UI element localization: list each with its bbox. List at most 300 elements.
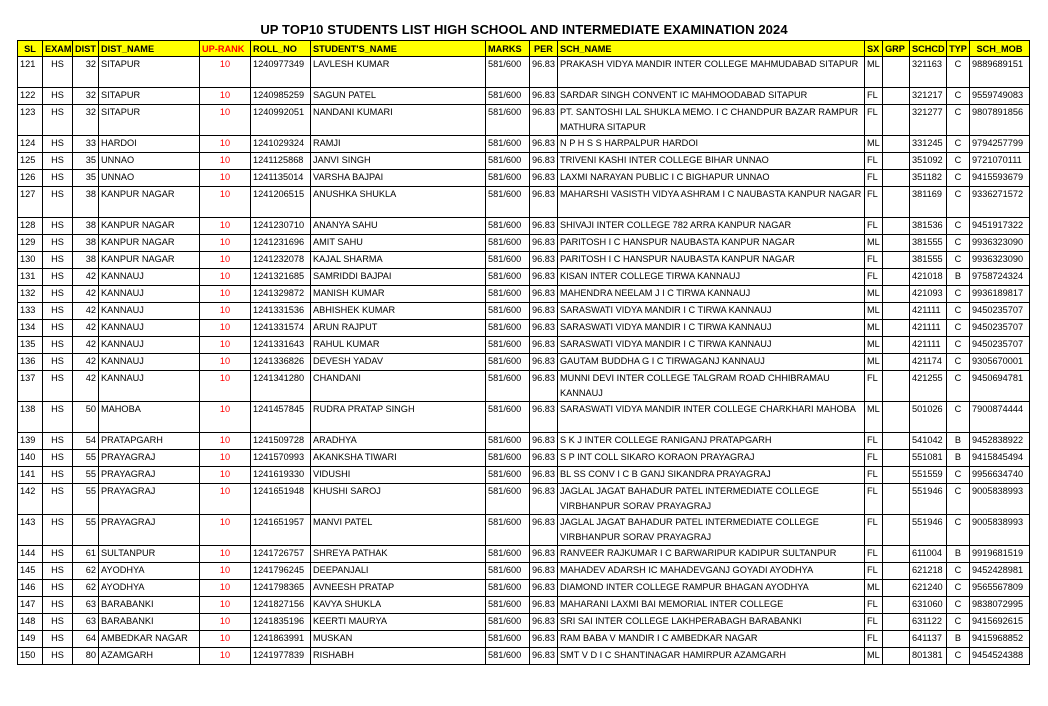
cell-up-rank: 10	[200, 153, 251, 170]
cell-sl: 126	[18, 170, 43, 187]
cell-sch-name: TRIVENI KASHI INTER COLLEGE BIHAR UNNAO	[558, 153, 865, 170]
cell-sx: ML	[865, 354, 883, 371]
cell-typ: B	[947, 450, 970, 467]
cell-up-rank: 10	[200, 337, 251, 354]
cell-marks: 581/600	[486, 597, 530, 614]
cell-grp	[883, 153, 910, 170]
header-dist: DIST	[73, 41, 99, 57]
table-row	[18, 515, 1030, 546]
cell-grp	[883, 218, 910, 235]
cell-student-name: ARUN RAJPUT	[311, 320, 486, 337]
table-row	[18, 286, 1030, 303]
cell-grp	[883, 648, 910, 665]
cell-sx: FL	[865, 88, 883, 105]
cell-exam: HS	[43, 88, 73, 105]
cell-sch-name: BL SS CONV I C B GANJ SIKANDRA PRAYAGRAJ	[558, 467, 865, 484]
cell-up-rank: 10	[200, 320, 251, 337]
cell-sch-name: MAHARSHI VASISTH VIDYA ASHRAM I C NAUBASTA KANPUR NAGAR	[558, 187, 865, 218]
cell-per: 96.83	[530, 614, 558, 631]
cell-up-rank: 10	[200, 286, 251, 303]
cell-sx: ML	[865, 286, 883, 303]
cell-typ: C	[947, 57, 970, 88]
cell-student-name: SHREYA PATHAK	[311, 546, 486, 563]
cell-per: 96.83	[530, 57, 558, 88]
cell-up-rank: 10	[200, 252, 251, 269]
cell-roll-no: 1241726757	[251, 546, 311, 563]
cell-exam: HS	[43, 235, 73, 252]
cell-roll-no: 1241509728	[251, 433, 311, 450]
cell-dist-name: UNNAO	[99, 153, 200, 170]
cell-sch-name: KISAN INTER COLLEGE TIRWA KANNAUJ	[558, 269, 865, 286]
cell-exam: HS	[43, 354, 73, 371]
cell-sl: 139	[18, 433, 43, 450]
cell-dist-name: KANPUR NAGAR	[99, 218, 200, 235]
cell-dist-name: SITAPUR	[99, 57, 200, 88]
cell-sch-mob: 9415968852	[970, 631, 1030, 648]
cell-grp	[883, 546, 910, 563]
cell-sch-mob: 9889689151	[970, 57, 1030, 88]
cell-roll-no: 1241029324	[251, 136, 311, 153]
cell-up-rank: 10	[200, 614, 251, 631]
cell-sl: 142	[18, 484, 43, 515]
cell-sch-mob: 9415593679	[970, 170, 1030, 187]
cell-per: 96.83	[530, 484, 558, 515]
cell-typ: C	[947, 320, 970, 337]
cell-sch-name: SMT V D I C SHANTINAGAR HAMIRPUR AZAMGARH	[558, 648, 865, 665]
cell-grp	[883, 515, 910, 546]
cell-dist: 55	[73, 515, 99, 546]
cell-sx: FL	[865, 187, 883, 218]
cell-schcd: 541042	[910, 433, 947, 450]
cell-grp	[883, 467, 910, 484]
cell-sx: FL	[865, 467, 883, 484]
cell-student-name: DEEPANJALI	[311, 563, 486, 580]
cell-per: 96.83	[530, 136, 558, 153]
cell-sx: ML	[865, 580, 883, 597]
cell-schcd: 381169	[910, 187, 947, 218]
cell-dist: 38	[73, 235, 99, 252]
cell-per: 96.83	[530, 105, 558, 136]
cell-typ: C	[947, 218, 970, 235]
cell-roll-no: 1241331643	[251, 337, 311, 354]
cell-sch-mob: 9936189817	[970, 286, 1030, 303]
cell-schcd: 421174	[910, 354, 947, 371]
cell-per: 96.83	[530, 88, 558, 105]
cell-dist: 33	[73, 136, 99, 153]
cell-per: 96.83	[530, 235, 558, 252]
cell-sch-name: SRI SAI INTER COLLEGE LAKHPERABAGH BARABANKI	[558, 614, 865, 631]
cell-roll-no: 1241230710	[251, 218, 311, 235]
cell-dist: 38	[73, 218, 99, 235]
cell-dist: 32	[73, 57, 99, 88]
table-row	[18, 563, 1030, 580]
cell-up-rank: 10	[200, 187, 251, 218]
cell-sl: 145	[18, 563, 43, 580]
cell-sch-mob: 9452428981	[970, 563, 1030, 580]
cell-grp	[883, 269, 910, 286]
cell-roll-no: 1241619330	[251, 467, 311, 484]
cell-exam: HS	[43, 402, 73, 433]
cell-sx: ML	[865, 320, 883, 337]
cell-sch-mob: 9450694781	[970, 371, 1030, 402]
table-row	[18, 105, 1030, 136]
cell-marks: 581/600	[486, 515, 530, 546]
header-schcd: SCHCD	[910, 41, 947, 57]
cell-grp	[883, 433, 910, 450]
table-row	[18, 269, 1030, 286]
cell-sl: 129	[18, 235, 43, 252]
page-title: UP TOP10 STUDENTS LIST HIGH SCHOOL AND INTERMEDIATE EXAMINATION 2024	[260, 22, 788, 37]
cell-exam: HS	[43, 303, 73, 320]
cell-dist: 62	[73, 580, 99, 597]
header-student-name: STUDENT'S_NAME	[311, 41, 486, 57]
cell-student-name: MANVI PATEL	[311, 515, 486, 546]
cell-up-rank: 10	[200, 402, 251, 433]
header-roll-no: ROLL_NO	[251, 41, 311, 57]
cell-per: 96.83	[530, 170, 558, 187]
cell-student-name: ABHISHEK KUMAR	[311, 303, 486, 320]
cell-typ: C	[947, 580, 970, 597]
cell-dist: 42	[73, 337, 99, 354]
cell-roll-no: 1240985259	[251, 88, 311, 105]
cell-sx: ML	[865, 235, 883, 252]
cell-marks: 581/600	[486, 57, 530, 88]
cell-schcd: 551559	[910, 467, 947, 484]
table-row	[18, 450, 1030, 467]
header-sch-name: SCH_NAME	[558, 41, 865, 57]
cell-per: 96.83	[530, 303, 558, 320]
cell-student-name: MANISH KUMAR	[311, 286, 486, 303]
cell-student-name: MUSKAN	[311, 631, 486, 648]
table-row	[18, 136, 1030, 153]
cell-marks: 581/600	[486, 614, 530, 631]
cell-sch-name: MUNNI DEVI INTER COLLEGE TALGRAM ROAD CHHIBRAMAU KANNAUJ	[558, 371, 865, 402]
cell-exam: HS	[43, 484, 73, 515]
cell-sch-mob: 9005838993	[970, 484, 1030, 515]
cell-up-rank: 10	[200, 450, 251, 467]
cell-sx: ML	[865, 402, 883, 433]
cell-sl: 138	[18, 402, 43, 433]
cell-dist: 63	[73, 614, 99, 631]
cell-marks: 581/600	[486, 337, 530, 354]
cell-sch-mob: 9794257799	[970, 136, 1030, 153]
cell-per: 96.83	[530, 354, 558, 371]
cell-exam: HS	[43, 597, 73, 614]
cell-grp	[883, 484, 910, 515]
cell-schcd: 551946	[910, 484, 947, 515]
cell-sch-name: MAHARANI LAXMI BAI MEMORIAL INTER COLLEGE	[558, 597, 865, 614]
cell-grp	[883, 631, 910, 648]
cell-up-rank: 10	[200, 484, 251, 515]
cell-sch-mob: 7900874444	[970, 402, 1030, 433]
cell-dist: 64	[73, 631, 99, 648]
cell-sch-name: SARASWATI VIDYA MANDIR I C TIRWA KANNAUJ	[558, 303, 865, 320]
cell-roll-no: 1241835196	[251, 614, 311, 631]
cell-marks: 581/600	[486, 286, 530, 303]
cell-grp	[883, 320, 910, 337]
cell-grp	[883, 337, 910, 354]
cell-exam: HS	[43, 286, 73, 303]
cell-sl: 148	[18, 614, 43, 631]
cell-sch-name: RANVEER RAJKUMAR I C BARWARIPUR KADIPUR SULTANPUR	[558, 546, 865, 563]
cell-sch-name: DIAMOND INTER COLLEGE RAMPUR BHAGAN AYODHYA	[558, 580, 865, 597]
cell-sch-mob: 9415845494	[970, 450, 1030, 467]
cell-typ: C	[947, 597, 970, 614]
cell-student-name: JANVI SINGH	[311, 153, 486, 170]
cell-up-rank: 10	[200, 433, 251, 450]
cell-typ: C	[947, 402, 970, 433]
cell-sx: FL	[865, 218, 883, 235]
table-row	[18, 484, 1030, 515]
cell-sl: 124	[18, 136, 43, 153]
header-dist-name: DIST_NAME	[99, 41, 200, 57]
cell-per: 96.83	[530, 269, 558, 286]
cell-dist: 42	[73, 371, 99, 402]
cell-marks: 581/600	[486, 269, 530, 286]
cell-student-name: RAHUL KUMAR	[311, 337, 486, 354]
cell-schcd: 421111	[910, 337, 947, 354]
cell-student-name: NANDANI KUMARI	[311, 105, 486, 136]
cell-student-name: RISHABH	[311, 648, 486, 665]
cell-per: 96.83	[530, 546, 558, 563]
cell-dist: 80	[73, 648, 99, 665]
cell-roll-no: 1241798365	[251, 580, 311, 597]
cell-exam: HS	[43, 614, 73, 631]
cell-roll-no: 1241827156	[251, 597, 311, 614]
table-row	[18, 88, 1030, 105]
table-row	[18, 546, 1030, 563]
cell-grp	[883, 57, 910, 88]
cell-student-name: SAGUN PATEL	[311, 88, 486, 105]
cell-sl: 128	[18, 218, 43, 235]
cell-marks: 581/600	[486, 546, 530, 563]
cell-per: 96.83	[530, 433, 558, 450]
cell-sx: ML	[865, 57, 883, 88]
table-row	[18, 354, 1030, 371]
cell-sx: FL	[865, 597, 883, 614]
cell-schcd: 801381	[910, 648, 947, 665]
cell-up-rank: 10	[200, 269, 251, 286]
cell-grp	[883, 580, 910, 597]
cell-grp	[883, 170, 910, 187]
cell-marks: 581/600	[486, 170, 530, 187]
cell-sx: FL	[865, 105, 883, 136]
cell-sx: FL	[865, 515, 883, 546]
cell-exam: HS	[43, 252, 73, 269]
cell-per: 96.83	[530, 402, 558, 433]
header-per: PER	[530, 41, 558, 57]
table-row	[18, 433, 1030, 450]
cell-sl: 122	[18, 88, 43, 105]
cell-schcd: 331245	[910, 136, 947, 153]
cell-up-rank: 10	[200, 563, 251, 580]
cell-sx: ML	[865, 303, 883, 320]
cell-dist-name: AMBEDKAR NAGAR	[99, 631, 200, 648]
cell-sx: FL	[865, 170, 883, 187]
cell-up-rank: 10	[200, 235, 251, 252]
cell-roll-no: 1241321685	[251, 269, 311, 286]
cell-sl: 130	[18, 252, 43, 269]
cell-dist-name: AZAMGARH	[99, 648, 200, 665]
cell-dist-name: AYODHYA	[99, 563, 200, 580]
cell-student-name: DEVESH YADAV	[311, 354, 486, 371]
cell-per: 96.83	[530, 286, 558, 303]
cell-sl: 133	[18, 303, 43, 320]
cell-roll-no: 1241341280	[251, 371, 311, 402]
cell-sch-mob: 9336271572	[970, 187, 1030, 218]
cell-typ: C	[947, 303, 970, 320]
cell-exam: HS	[43, 320, 73, 337]
cell-exam: HS	[43, 170, 73, 187]
cell-roll-no: 1241329872	[251, 286, 311, 303]
cell-typ: C	[947, 563, 970, 580]
cell-exam: HS	[43, 57, 73, 88]
cell-roll-no: 1241651948	[251, 484, 311, 515]
cell-sch-mob: 9454524388	[970, 648, 1030, 665]
cell-dist: 38	[73, 252, 99, 269]
cell-grp	[883, 105, 910, 136]
cell-schcd: 621240	[910, 580, 947, 597]
cell-sx: FL	[865, 269, 883, 286]
cell-student-name: RAMJI	[311, 136, 486, 153]
cell-sch-name: GAUTAM BUDDHA G I C TIRWAGANJ KANNAUJ	[558, 354, 865, 371]
cell-roll-no: 1241135014	[251, 170, 311, 187]
cell-dist-name: KANNAUJ	[99, 303, 200, 320]
cell-schcd: 421018	[910, 269, 947, 286]
cell-dist-name: PRAYAGRAJ	[99, 467, 200, 484]
cell-dist: 42	[73, 354, 99, 371]
cell-dist: 42	[73, 286, 99, 303]
cell-sch-mob: 9305670001	[970, 354, 1030, 371]
table-row	[18, 320, 1030, 337]
cell-student-name: AMIT SAHU	[311, 235, 486, 252]
header-exam: EXAM	[43, 41, 73, 57]
cell-dist: 62	[73, 563, 99, 580]
cell-exam: HS	[43, 218, 73, 235]
cell-sl: 150	[18, 648, 43, 665]
cell-sch-mob: 9919681519	[970, 546, 1030, 563]
cell-dist: 50	[73, 402, 99, 433]
cell-up-rank: 10	[200, 597, 251, 614]
cell-sl: 144	[18, 546, 43, 563]
cell-exam: HS	[43, 269, 73, 286]
cell-up-rank: 10	[200, 515, 251, 546]
cell-typ: B	[947, 433, 970, 450]
cell-marks: 581/600	[486, 136, 530, 153]
header-grp: GRP	[883, 41, 910, 57]
cell-exam: HS	[43, 105, 73, 136]
cell-marks: 581/600	[486, 433, 530, 450]
cell-typ: C	[947, 648, 970, 665]
cell-dist-name: PRATAPGARH	[99, 433, 200, 450]
cell-dist: 32	[73, 88, 99, 105]
cell-per: 96.83	[530, 153, 558, 170]
cell-exam: HS	[43, 433, 73, 450]
cell-student-name: AVNEESH PRATAP	[311, 580, 486, 597]
cell-grp	[883, 303, 910, 320]
cell-sx: FL	[865, 563, 883, 580]
cell-sx: FL	[865, 371, 883, 402]
cell-exam: HS	[43, 631, 73, 648]
cell-exam: HS	[43, 371, 73, 402]
cell-dist-name: PRAYAGRAJ	[99, 484, 200, 515]
cell-dist-name: SULTANPUR	[99, 546, 200, 563]
cell-exam: HS	[43, 515, 73, 546]
cell-student-name: ANANYA SAHU	[311, 218, 486, 235]
table-row	[18, 371, 1030, 402]
cell-schcd: 551081	[910, 450, 947, 467]
cell-sx: ML	[865, 136, 883, 153]
cell-per: 96.83	[530, 252, 558, 269]
cell-dist-name: AYODHYA	[99, 580, 200, 597]
cell-schcd: 501026	[910, 402, 947, 433]
cell-dist-name: KANPUR NAGAR	[99, 187, 200, 218]
cell-student-name: KHUSHI SAROJ	[311, 484, 486, 515]
cell-roll-no: 1241231696	[251, 235, 311, 252]
header-sx: SX	[865, 41, 883, 57]
cell-dist: 42	[73, 303, 99, 320]
cell-sch-mob: 9721070111	[970, 153, 1030, 170]
cell-exam: HS	[43, 136, 73, 153]
cell-typ: C	[947, 614, 970, 631]
cell-exam: HS	[43, 337, 73, 354]
cell-typ: B	[947, 546, 970, 563]
cell-marks: 581/600	[486, 631, 530, 648]
cell-sch-mob: 9838072995	[970, 597, 1030, 614]
cell-marks: 581/600	[486, 648, 530, 665]
cell-sch-mob: 9559749083	[970, 88, 1030, 105]
cell-grp	[883, 450, 910, 467]
cell-up-rank: 10	[200, 136, 251, 153]
cell-per: 96.83	[530, 320, 558, 337]
table-row	[18, 252, 1030, 269]
cell-roll-no: 1241331574	[251, 320, 311, 337]
cell-marks: 581/600	[486, 218, 530, 235]
cell-marks: 581/600	[486, 354, 530, 371]
cell-marks: 581/600	[486, 153, 530, 170]
cell-sl: 131	[18, 269, 43, 286]
cell-dist-name: KANNAUJ	[99, 286, 200, 303]
cell-grp	[883, 354, 910, 371]
cell-typ: C	[947, 170, 970, 187]
table-row	[18, 218, 1030, 235]
cell-dist-name: SITAPUR	[99, 88, 200, 105]
cell-dist-name: MAHOBA	[99, 402, 200, 433]
cell-roll-no: 1241651957	[251, 515, 311, 546]
header-row	[18, 41, 1030, 57]
cell-schcd: 611004	[910, 546, 947, 563]
cell-marks: 581/600	[486, 371, 530, 402]
cell-sch-name: SARASWATI VIDYA MANDIR I C TIRWA KANNAUJ	[558, 337, 865, 354]
table-row	[18, 170, 1030, 187]
cell-typ: C	[947, 337, 970, 354]
cell-sch-name: PRAKASH VIDYA MANDIR INTER COLLEGE MAHMUDABAD SITAPUR	[558, 57, 865, 88]
cell-dist-name: KANNAUJ	[99, 269, 200, 286]
cell-dist: 55	[73, 484, 99, 515]
cell-sl: 149	[18, 631, 43, 648]
cell-roll-no: 1240977349	[251, 57, 311, 88]
cell-up-rank: 10	[200, 371, 251, 402]
cell-roll-no: 1241206515	[251, 187, 311, 218]
cell-sch-name: S K J INTER COLLEGE RANIGANJ PRATAPGARH	[558, 433, 865, 450]
cell-sx: ML	[865, 337, 883, 354]
cell-dist-name: KANNAUJ	[99, 371, 200, 402]
cell-per: 96.83	[530, 450, 558, 467]
cell-sch-name: S P INT COLL SIKARO KORAON PRAYAGRAJ	[558, 450, 865, 467]
cell-sch-mob: 9936323090	[970, 235, 1030, 252]
cell-up-rank: 10	[200, 218, 251, 235]
cell-sl: 135	[18, 337, 43, 354]
